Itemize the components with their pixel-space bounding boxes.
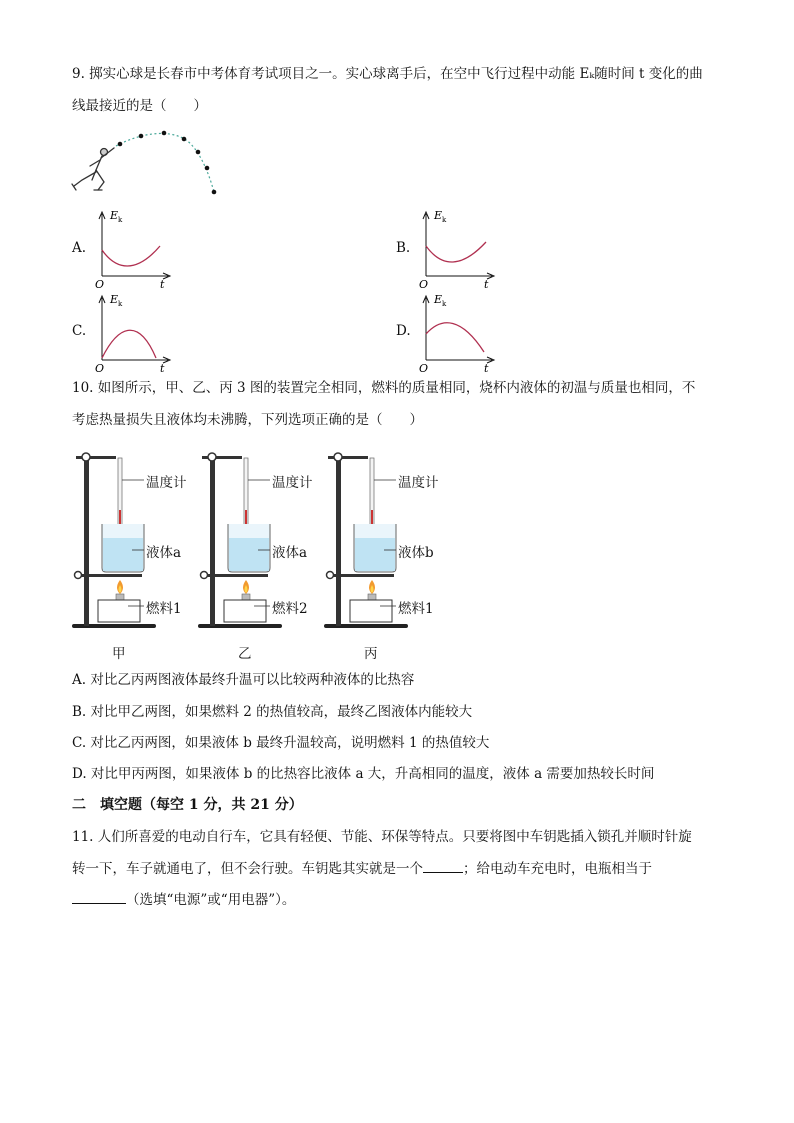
clamp-knob: [208, 453, 216, 461]
q11-stem-line-1: 11. 人们所喜爱的电动自行车，它具有轻便、节能、环保等特点。只要将图中车钥匙插入锁孔并顺时针旋: [72, 829, 692, 845]
thermometer-label: 温度计: [272, 475, 313, 491]
q11-stem-line-3: [72, 889, 295, 910]
beaker-liquid: [103, 538, 143, 571]
y-axis-label: E: [434, 293, 443, 306]
clamp-knob: [334, 453, 342, 461]
q9-stem-line-1: 9. 掷实心球是长春市中考体育考试项目之一。实心球离手后，在空中飞行过程中动能 Eₖ随时间 t 变化的曲: [72, 66, 703, 82]
fuel-label: 燃料1: [398, 601, 434, 617]
apparatus-jia: [70, 440, 192, 666]
apparatus-yi: [196, 440, 318, 666]
athlete-figure: [72, 148, 114, 190]
q11-line-2-part-b: ；给电动车充电时，电瓶相当于: [463, 861, 652, 877]
trajectory-balls: [118, 131, 217, 195]
fuel-box: [350, 600, 392, 622]
ek-curve: [426, 323, 484, 352]
thermometer-label: 温度计: [398, 475, 439, 491]
beaker-liquid: [355, 538, 395, 571]
y-axis-label-subscript: k: [118, 300, 123, 308]
stand-rod: [84, 454, 89, 626]
q10-stem-line-2: 考虑热量损失且液体均未沸腾，下列选项正确的是（ ）: [72, 412, 423, 428]
q11-line-2-part-a: 转一下，车子就通电了，但不会行驶。车钥匙其实就是一个: [72, 861, 423, 877]
stand-rod: [210, 454, 215, 626]
q9-graph-a: [92, 206, 176, 290]
x-axis-label: t: [160, 278, 165, 290]
origin-label: O: [419, 362, 429, 374]
y-axis-label-subscript: k: [442, 300, 447, 308]
y-axis-label: E: [434, 209, 443, 222]
q10-stem-line-1: 10. 如图所示，甲、乙、丙 3 图的装置完全相同，燃料的质量相同，烧杯内液体的初温与质量也相同，不: [72, 380, 696, 396]
clamp-knob: [82, 453, 90, 461]
ring-clamp-knob: [201, 572, 208, 579]
q10-option-a[interactable]: A. 对比乙丙两图液体最终升温可以比较两种液体的比热容: [72, 672, 415, 688]
y-axis-label-subscript: k: [442, 216, 447, 224]
ek-curve: [426, 242, 486, 262]
fuel-label: 燃料1: [146, 601, 182, 617]
support-ring: [202, 574, 268, 577]
shot-put-illustration: [68, 130, 228, 202]
apparatus-caption: 甲: [112, 646, 126, 662]
burner-nozzle: [368, 594, 376, 600]
ring-clamp-knob: [75, 572, 82, 579]
q11-answer-blank-1[interactable]: [423, 858, 463, 873]
q11-line-3-text: （选填“电源”或“用电器”）。: [126, 892, 296, 908]
q10-option-d[interactable]: D. 对比甲丙两图，如果液体 b 的比热容比液体 a 大，升高相同的温度，液体 a 需要加热较长时间: [72, 766, 655, 782]
q9-option-b-label[interactable]: B.: [396, 240, 411, 256]
q9-graph-d: [416, 290, 500, 374]
x-axis-label: t: [160, 362, 165, 374]
origin-label: O: [95, 278, 105, 290]
q11-stem-line-2: [72, 858, 652, 879]
liquid-label: 液体a: [272, 545, 308, 561]
ring-clamp-knob: [327, 572, 334, 579]
x-axis-label: t: [484, 362, 489, 374]
q9-stem-line-2: 线最接近的是（ ）: [72, 98, 207, 114]
origin-label: O: [419, 278, 429, 290]
q10-option-c[interactable]: C. 对比乙丙两图，如果液体 b 最终升温较高，说明燃料 1 的热值较大: [72, 735, 490, 751]
q9-graph-b: [416, 206, 500, 290]
q9-graph-c: [92, 290, 176, 374]
apparatus-caption: 丙: [364, 646, 378, 662]
q9-option-c-label[interactable]: C.: [72, 323, 87, 339]
y-axis-label-subscript: k: [118, 216, 123, 224]
liquid-label: 液体b: [398, 545, 434, 561]
liquid-label: 液体a: [146, 545, 182, 561]
trajectory-path: [116, 133, 214, 192]
beaker-liquid: [229, 538, 269, 571]
section-2-title: 二 填空题（每空 1 分，共 21 分）: [72, 797, 303, 813]
support-ring: [328, 574, 394, 577]
q11-answer-blank-2[interactable]: [72, 889, 126, 904]
stand-rod: [336, 454, 341, 626]
fuel-label: 燃料2: [272, 601, 308, 617]
burner-nozzle: [116, 594, 124, 600]
origin-label: O: [95, 362, 105, 374]
ek-curve: [102, 330, 156, 358]
q10-option-b[interactable]: B. 对比甲乙两图，如果燃料 2 的热值较高，最终乙图液体内能较大: [72, 704, 473, 720]
apparatus-bing: [322, 440, 444, 666]
q9-option-a-label[interactable]: A.: [72, 240, 87, 256]
y-axis-label: E: [110, 293, 119, 306]
support-ring: [76, 574, 142, 577]
y-axis-label: E: [110, 209, 119, 222]
thermometer-label: 温度计: [146, 475, 187, 491]
fuel-box: [98, 600, 140, 622]
apparatus-caption: 乙: [238, 646, 252, 662]
burner-nozzle: [242, 594, 250, 600]
x-axis-label: t: [484, 278, 489, 290]
q9-option-d-label[interactable]: D.: [396, 323, 411, 339]
ek-curve: [102, 246, 160, 266]
fuel-box: [224, 600, 266, 622]
